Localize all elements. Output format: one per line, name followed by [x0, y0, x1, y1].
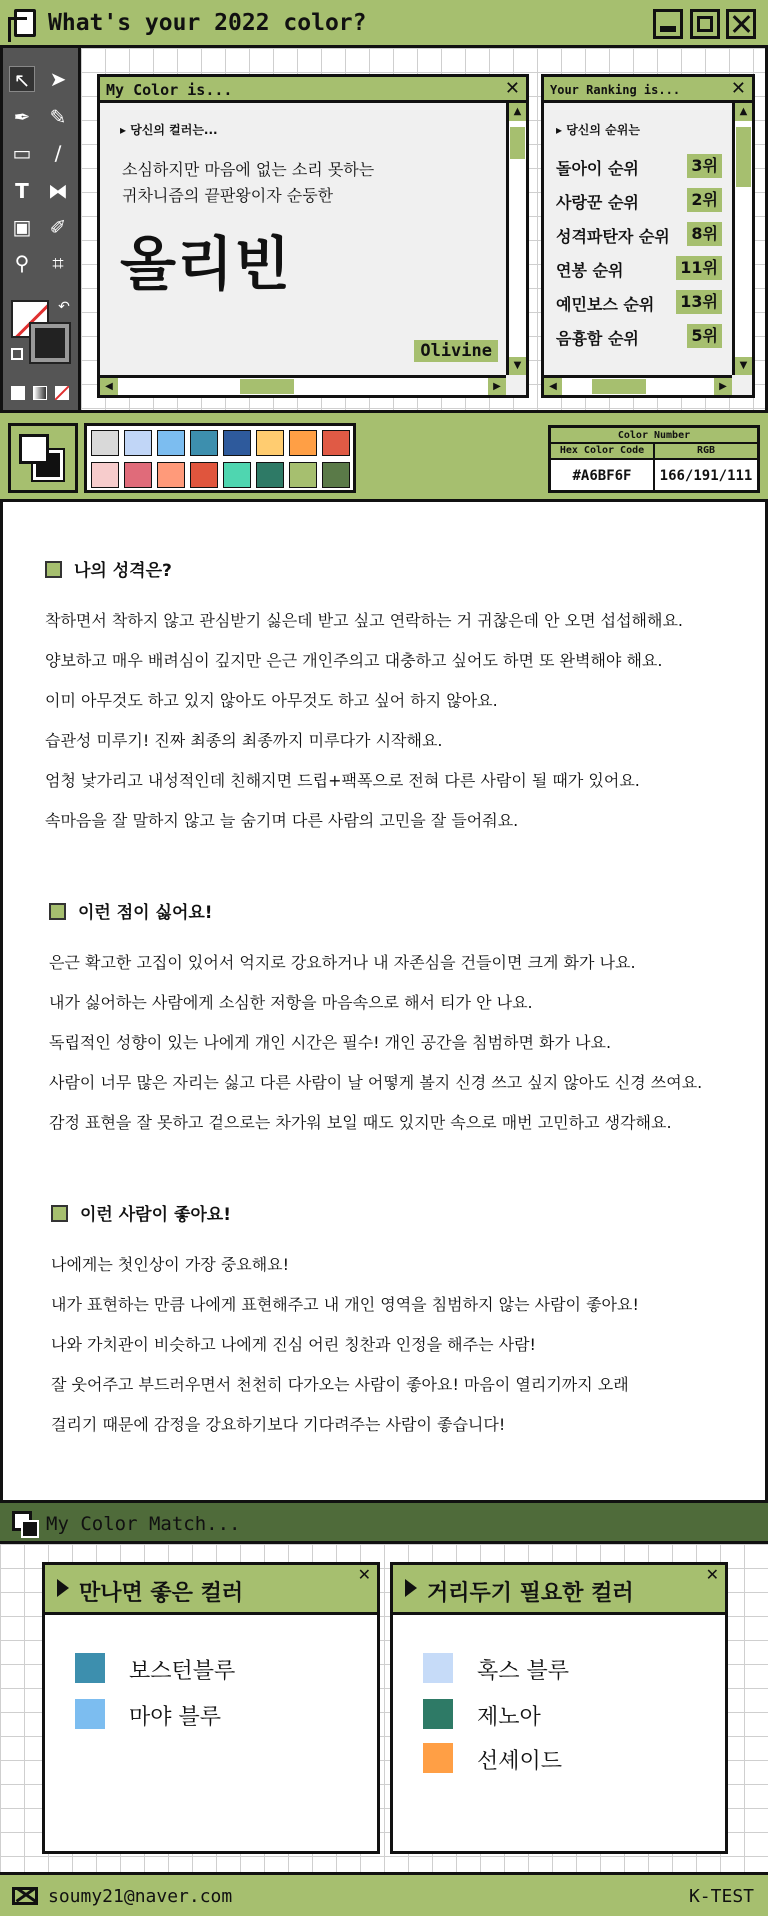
like-line: 걸리기 때문에 감정을 강요하기보다 기다려주는 사람이 좋습니다! — [51, 1415, 506, 1434]
brush-tool-icon[interactable]: ∕ — [54, 141, 62, 165]
direct-select-icon[interactable]: ➤ — [49, 67, 67, 91]
palette-swatch[interactable] — [289, 462, 317, 488]
play-triangle-icon — [57, 1579, 69, 1597]
close-icon[interactable]: ✕ — [730, 78, 746, 99]
footer-brand: K-TEST — [688, 1886, 754, 1907]
color-window-titlebar — [100, 77, 526, 103]
personality-heading: 나의 성격은? — [45, 556, 172, 581]
footer-bar — [0, 1872, 768, 1916]
ranking-row: 예민보스 순위 13위 — [556, 289, 722, 315]
like-line: 잘 웃어주고 부드러우면서 천천히 다가오는 사람이 좋아요! 마음이 열리기까지 오래 — [51, 1375, 629, 1394]
dislike-heading: 이런 점이 싫어요! — [49, 898, 213, 923]
scroll-left-icon[interactable]: ◀ — [100, 378, 118, 395]
ranking-row: 성격파탄자 순위 8위 — [556, 221, 722, 247]
color-match-name: 마야 블루 — [129, 1705, 222, 1730]
reflect-tool-icon[interactable]: ⧓ — [48, 179, 68, 203]
personality-line: 착하면서 착하지 않고 관심받기 싫은데 받고 싶고 연락하는 거 귀찮은데 안 오면 섭섭해해요. — [45, 611, 683, 630]
bullet-square-icon — [45, 561, 62, 578]
default-colors-icon[interactable] — [11, 348, 23, 360]
scroll-down-icon[interactable]: ▼ — [509, 357, 526, 375]
title-bar — [0, 0, 768, 48]
personality-line: 이미 아무것도 하고 있지 않아도 아무것도 하고 싶어 하지 않아요. — [45, 691, 498, 710]
scroll-down-icon[interactable]: ▼ — [735, 357, 752, 375]
palette-swatch[interactable] — [190, 430, 218, 456]
color-result-window — [97, 74, 529, 398]
bad-match-titlebar — [393, 1565, 725, 1615]
like-line: 나에게는 첫인상이 가장 중요해요! — [51, 1255, 290, 1274]
scroll-up-icon[interactable]: ▲ — [509, 103, 526, 121]
scroll-left-icon[interactable]: ◀ — [544, 378, 562, 395]
bad-match-window — [390, 1562, 728, 1854]
palette-bar — [0, 410, 768, 502]
palette-swatch[interactable] — [190, 462, 218, 488]
color-number-panel — [548, 425, 760, 493]
swatch-grid — [84, 423, 356, 493]
like-line: 나와 가치관이 비슷하고 나에게 진심 어린 칭찬과 인정을 해주는 사람! — [51, 1335, 536, 1354]
ranking-row: 돌아이 순위 3위 — [556, 153, 722, 179]
palette-swatch[interactable] — [256, 462, 284, 488]
like-line: 내가 표현하는 만큼 나에게 표현해주고 내 개인 영역을 침범하지 않는 사람이 좋아요! — [51, 1295, 639, 1314]
swap-colors-icon[interactable]: ↶ — [58, 299, 70, 315]
ranking-label: ▸ 당신의 순위는 — [556, 123, 640, 137]
color-number-title: Color Number — [551, 428, 757, 444]
color-match-title: My Color Match... — [46, 1513, 241, 1535]
palette-swatch[interactable] — [223, 462, 251, 488]
color-swatch — [75, 1699, 105, 1729]
color-desc-line-1: 소심하지만 마음에 없는 소리 못하는 — [122, 160, 375, 179]
document-icon — [14, 9, 36, 37]
horizontal-scrollbar[interactable] — [100, 375, 506, 395]
scroll-thumb-h[interactable] — [592, 379, 646, 394]
gradient-mode-icon[interactable] — [33, 386, 47, 400]
palette-swatch[interactable] — [91, 430, 119, 456]
layers-icon — [12, 1511, 32, 1531]
color-swatch — [423, 1743, 453, 1773]
horizontal-scrollbar[interactable] — [544, 375, 732, 395]
ranking-window — [541, 74, 755, 398]
palette-swatch[interactable] — [289, 430, 317, 456]
dislike-line: 내가 싫어하는 사람에게 소심한 저항을 마음속으로 해서 티가 안 나요. — [49, 993, 533, 1012]
color-window-title: My Color is... — [106, 81, 233, 99]
maximize-button[interactable] — [690, 9, 720, 39]
vertical-scrollbar[interactable] — [506, 103, 526, 375]
stroke-swatch[interactable] — [31, 324, 69, 362]
result-text-area — [3, 502, 765, 1500]
bad-match-title: 거리두기 필요한 컬러 — [427, 1581, 634, 1606]
footer-email[interactable]: soumy21@naver.com — [48, 1886, 233, 1907]
close-icon[interactable]: ✕ — [357, 1565, 371, 1584]
close-button[interactable] — [726, 9, 756, 39]
color-swatch — [423, 1653, 453, 1683]
scroll-right-icon[interactable]: ▶ — [714, 378, 732, 395]
type-tool-icon[interactable]: T — [15, 179, 29, 203]
color-name: 올리빈 — [120, 230, 292, 298]
scroll-up-icon[interactable]: ▲ — [735, 103, 752, 121]
personality-line: 양보하고 매우 배려심이 깊지만 은근 개인주의고 대충하고 싶어도 하면 또 완벽해야 해요. — [45, 651, 663, 670]
color-swatch — [423, 1699, 453, 1729]
rgb-label: RGB — [655, 444, 757, 460]
good-match-title: 만나면 좋은 컬러 — [79, 1581, 244, 1606]
palette-swatch[interactable] — [256, 430, 284, 456]
color-match-name: 제노아 — [477, 1705, 541, 1730]
color-desc-line-2: 귀차니즘의 끝판왕이자 순둥한 — [122, 186, 334, 205]
like-heading: 이런 사람이 좋아요! — [51, 1200, 231, 1225]
ranking-window-titlebar — [544, 77, 752, 103]
color-mode-icon[interactable] — [11, 386, 25, 400]
play-triangle-icon — [405, 1579, 417, 1597]
mail-icon — [12, 1887, 38, 1905]
select-arrow-icon[interactable]: ↖ — [9, 66, 35, 92]
ranking-row: 연봉 순위 11위 — [556, 255, 722, 281]
color-description — [122, 157, 374, 209]
window-title: What's your 2022 color? — [48, 10, 367, 36]
dislike-line: 감정 표현을 잘 못하고 겉으로는 차가워 보일 때도 있지만 속으로 매번 고민하고 생각해요. — [49, 1113, 672, 1132]
zoom-tool-icon[interactable]: ⚲ — [14, 251, 30, 275]
gradient-tool-icon[interactable]: ▣ — [12, 215, 32, 239]
palette-swatch[interactable] — [322, 462, 350, 488]
close-icon[interactable]: ✕ — [504, 78, 520, 99]
fill-stroke-swatch[interactable] — [8, 423, 78, 493]
personality-line: 습관성 미루기! 진짜 최종의 최종까지 미루다가 시작해요. — [45, 731, 443, 750]
palette-swatch[interactable] — [124, 430, 152, 456]
eyedropper-icon[interactable]: ✐ — [49, 215, 67, 239]
good-match-window — [42, 1562, 380, 1854]
rectangle-tool-icon[interactable]: ▭ — [12, 141, 32, 165]
ranking-row: 음흉함 순위 5위 — [556, 323, 722, 349]
good-match-titlebar — [45, 1565, 377, 1615]
ranking-window-title: Your Ranking is... — [550, 83, 681, 97]
palette-swatch[interactable] — [157, 462, 185, 488]
color-match-name: 혹스 블루 — [477, 1659, 570, 1684]
pen-add-icon[interactable]: ✎ — [49, 105, 67, 129]
palette-swatch[interactable] — [223, 430, 251, 456]
color-label: ▸ 당신의 컬러는... — [120, 123, 218, 137]
hex-label: Hex Color Code — [551, 444, 653, 460]
minimize-button[interactable] — [653, 9, 683, 39]
palette-swatch[interactable] — [157, 430, 185, 456]
canvas-area — [81, 48, 765, 410]
color-match-name: 보스턴블루 — [129, 1659, 236, 1684]
color-name-tag: Olivine — [414, 341, 498, 361]
vertical-scrollbar[interactable] — [732, 103, 752, 375]
bullet-square-icon — [49, 903, 66, 920]
foreground-color[interactable] — [19, 434, 49, 464]
none-mode-icon[interactable] — [55, 386, 69, 400]
color-match-area — [0, 1544, 768, 1872]
scroll-thumb-h[interactable] — [240, 379, 294, 394]
rgb-value: 166/191/111 — [659, 468, 753, 484]
personality-line: 엄청 낯가리고 내성적인데 친해지면 드립+팩폭으로 전혀 다른 사람이 될 때가 있어요. — [45, 771, 640, 790]
bullet-square-icon — [51, 1205, 68, 1222]
dislike-line: 사람이 너무 많은 자리는 싫고 다른 사람이 날 어떻게 볼지 신경 쓰고 싶지 않아도 신경 쓰여요. — [49, 1073, 703, 1092]
scroll-right-icon[interactable]: ▶ — [488, 378, 506, 395]
palette-swatch[interactable] — [124, 462, 152, 488]
tools-panel — [3, 48, 81, 410]
dislike-line: 독립적인 성향이 있는 나에게 개인 시간은 필수! 개인 공간을 침범하면 화가 나요. — [49, 1033, 612, 1052]
close-icon[interactable]: ✕ — [705, 1565, 719, 1584]
palette-swatch[interactable] — [322, 430, 350, 456]
hex-value: #A6BF6F — [572, 468, 632, 484]
dislike-line: 은근 확고한 고집이 있어서 억지로 강요하거나 내 자존심을 건들이면 크게 화가 나요. — [49, 953, 636, 972]
color-swatch — [75, 1653, 105, 1683]
palette-swatch[interactable] — [91, 462, 119, 488]
crop-tool-icon[interactable]: ⌗ — [52, 251, 64, 275]
color-match-bar — [0, 1500, 768, 1544]
color-match-name: 선셰이드 — [477, 1749, 563, 1774]
ranking-row: 사랑꾼 순위 2위 — [556, 187, 722, 213]
scroll-thumb[interactable] — [510, 127, 525, 159]
scroll-thumb[interactable] — [736, 127, 751, 187]
pen-tool-icon[interactable]: ✒ — [13, 105, 31, 129]
personality-line: 속마음을 잘 말하지 않고 늘 숨기며 다른 사람의 고민을 잘 들어줘요. — [45, 811, 519, 830]
